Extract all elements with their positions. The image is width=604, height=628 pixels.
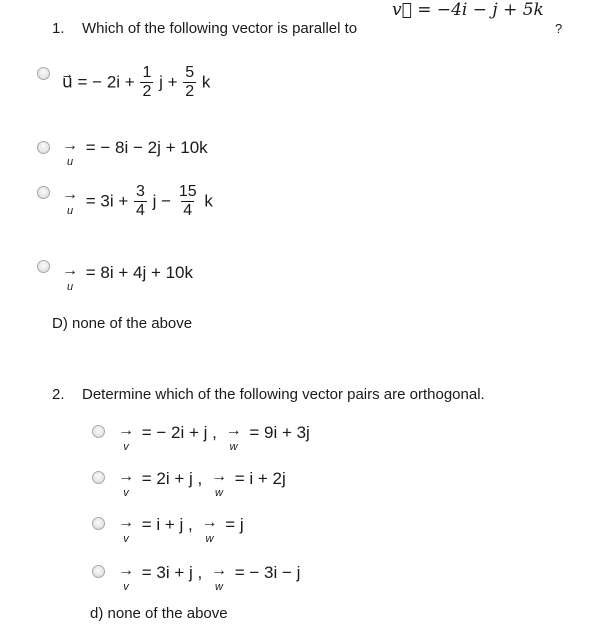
vector-u — [62, 187, 78, 217]
vector-w — [202, 515, 218, 545]
vector-arrow-icon: → — [225, 422, 242, 439]
q1-option-c-part3: k — [204, 191, 213, 211]
vector-label: w — [205, 533, 214, 545]
fraction-denominator: 2 — [142, 83, 152, 100]
q2-option-a-v-expression: = − 2i + j , — [141, 423, 217, 442]
vector-arrow-icon: → — [118, 514, 134, 531]
question-2-text: Determine which of the following vector pairs are orthogonal. — [82, 386, 485, 403]
q2-option-b — [118, 469, 286, 499]
q1-option-a-part3: k — [201, 72, 211, 92]
vector-arrow-icon: → — [118, 422, 134, 439]
question-mark: ? — [555, 21, 563, 36]
vector-u — [62, 263, 78, 293]
q2-option-b-w-expression: = i + 2j — [234, 469, 286, 488]
vector-arrow-icon: → — [62, 185, 78, 203]
q2-option-d-v-expression: = 3i + j , — [141, 563, 203, 582]
radio-q1-option-c[interactable] — [37, 186, 50, 199]
q2-option-c — [118, 515, 244, 545]
q2-none-of-the-above: d) none of the above — [90, 605, 228, 622]
q1-option-a-fraction-2 — [183, 64, 196, 101]
vector-label: v — [123, 533, 129, 545]
vector-v — [118, 469, 134, 499]
fraction-denominator: 4 — [183, 202, 193, 219]
vector-arrow-icon: → — [62, 262, 78, 279]
fraction-denominator: 4 — [136, 202, 145, 219]
radio-q2-option-c[interactable] — [92, 517, 105, 530]
vector-arrow-icon: → — [210, 468, 227, 485]
vector-v — [118, 563, 134, 593]
radio-q2-option-d[interactable] — [92, 565, 105, 578]
q2-option-d-w-expression: = − 3i − j — [234, 563, 301, 582]
radio-q2-option-b[interactable] — [92, 471, 105, 484]
q1-none-of-the-above: D) none of the above — [52, 315, 193, 332]
radio-q2-option-a[interactable] — [92, 425, 105, 438]
q1-option-b-expression: = − 8i − 2j + 10k — [85, 138, 208, 157]
question-1-text: Which of the following vector is parallel to — [82, 20, 358, 37]
q1-option-c — [62, 183, 213, 220]
q2-option-c-v-expression: = i + j , — [141, 515, 193, 534]
q1-option-d-expression: = 8i + 4j + 10k — [85, 263, 194, 282]
q1-option-c-fraction-2 — [177, 183, 199, 220]
q2-option-a-w-expression: = 9i + 3j — [249, 423, 310, 442]
fraction-numerator: 5 — [185, 64, 195, 81]
q2-option-a — [118, 423, 310, 453]
target-vector: v⃗ = −4i − j + 5k — [392, 0, 544, 20]
vector-label: v — [123, 441, 129, 453]
fraction-numerator: 15 — [178, 183, 197, 200]
q1-option-a-fraction-1 — [140, 64, 153, 101]
vector-v — [118, 423, 134, 453]
radio-q1-option-d[interactable] — [37, 260, 50, 273]
q1-option-b — [62, 138, 208, 168]
vector-w — [211, 469, 227, 499]
vector-u — [62, 138, 78, 168]
vector-label: v — [123, 487, 129, 499]
vector-label: u — [66, 156, 74, 168]
vector-arrow-icon: → — [118, 562, 134, 579]
vector-w — [226, 423, 242, 453]
q1-option-c-part2: j − — [152, 191, 172, 211]
fraction-numerator: 3 — [136, 183, 145, 200]
vector-v — [118, 515, 134, 545]
question-2-number: 2. — [52, 386, 65, 403]
vector-arrow-icon: → — [118, 468, 134, 485]
vector-arrow-icon: → — [62, 137, 78, 154]
vector-w — [211, 563, 227, 593]
q2-option-c-w-expression: = j — [225, 515, 244, 534]
radio-q1-option-a[interactable] — [37, 67, 50, 80]
q1-option-c-fraction-1 — [134, 183, 147, 220]
q1-option-a-lhs: u⃗ = — [62, 72, 88, 92]
vector-label: v — [123, 581, 129, 593]
q1-option-a — [62, 64, 210, 101]
q1-option-c-part1: = 3i + — [85, 191, 129, 211]
vector-label: w — [214, 581, 223, 593]
q1-option-a-part2: j + — [159, 72, 178, 92]
q1-option-d — [62, 263, 193, 293]
vector-arrow-icon: → — [201, 514, 218, 531]
vector-label: w — [214, 487, 223, 499]
radio-q1-option-b[interactable] — [37, 141, 50, 154]
vector-label: u — [66, 281, 74, 293]
q1-option-a-part1: − 2i + — [92, 72, 135, 92]
fraction-denominator: 2 — [185, 83, 195, 100]
fraction-numerator: 1 — [142, 64, 152, 81]
q2-option-d — [118, 563, 300, 593]
question-1-number: 1. — [52, 20, 65, 37]
q2-option-b-v-expression: = 2i + j , — [141, 469, 203, 488]
vector-label: w — [229, 441, 238, 453]
vector-label: u — [66, 204, 74, 217]
vector-arrow-icon: → — [210, 562, 227, 579]
